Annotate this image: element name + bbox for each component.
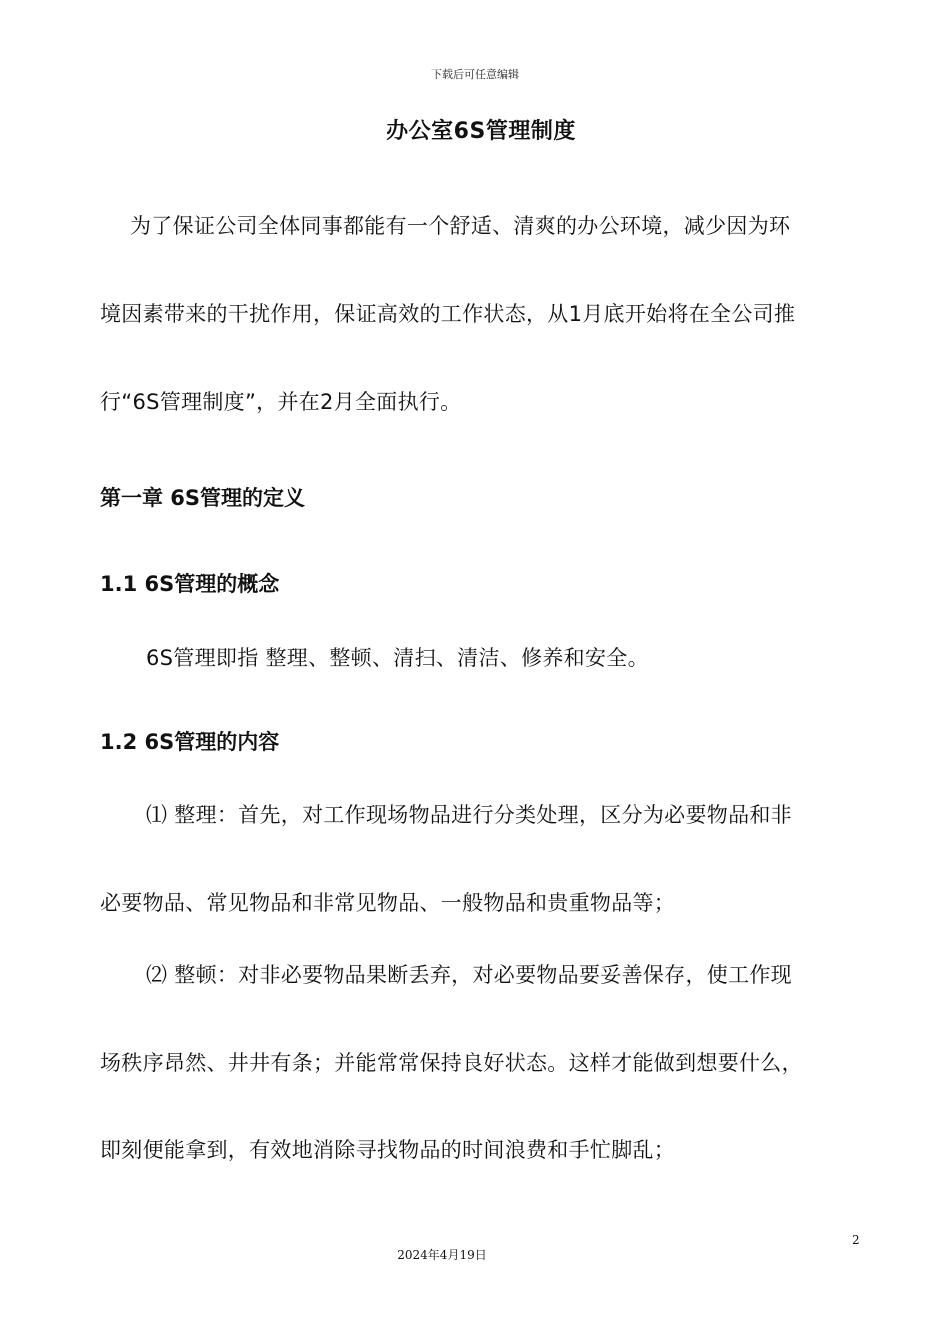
item-1-line-1: ⑴ 整理：首先，对工作现场物品进行分类处理，区分为必要物品和非	[146, 803, 792, 827]
intro-line-1: 为了保证公司全体同事都能有一个舒适、清爽的办公环境，减少因为环	[130, 214, 791, 238]
section-heading-1-1: 1.1 6S管理的概念	[100, 572, 280, 596]
item-2-line-2: 场秩序昂然、井井有条；并能常常保持良好状态。这样才能做到想要什么，	[100, 1051, 803, 1075]
page-number: 2	[852, 1233, 860, 1247]
chapter-heading: 第一章 6S管理的定义	[100, 486, 306, 510]
item-2-line-1: ⑵ 整顿：对非必要物品果断丢弃，对必要物品要妥善保存，使工作现	[146, 963, 792, 987]
footer-date: 2024年4月19日	[397, 1248, 487, 1262]
item-1-line-2: 必要物品、常见物品和非常见物品、一般物品和贵重物品等；	[100, 891, 676, 915]
intro-line-2: 境因素带来的干扰作用，保证高效的工作状态，从1月底开始将在全公司推	[100, 302, 796, 326]
section-1-1-text: 6S管理即指 整理、整顿、清扫、清洁、修养和安全。	[146, 646, 649, 670]
intro-line-3: 行“6S管理制度”，并在2月全面执行。	[100, 390, 462, 414]
header-note: 下载后可任意编辑	[431, 68, 519, 81]
section-heading-1-2: 1.2 6S管理的内容	[100, 730, 280, 754]
document-title: 办公室6S管理制度	[386, 119, 576, 144]
item-2-line-3: 即刻便能拿到，有效地消除寻找物品的时间浪费和手忙脚乱；	[100, 1138, 676, 1162]
